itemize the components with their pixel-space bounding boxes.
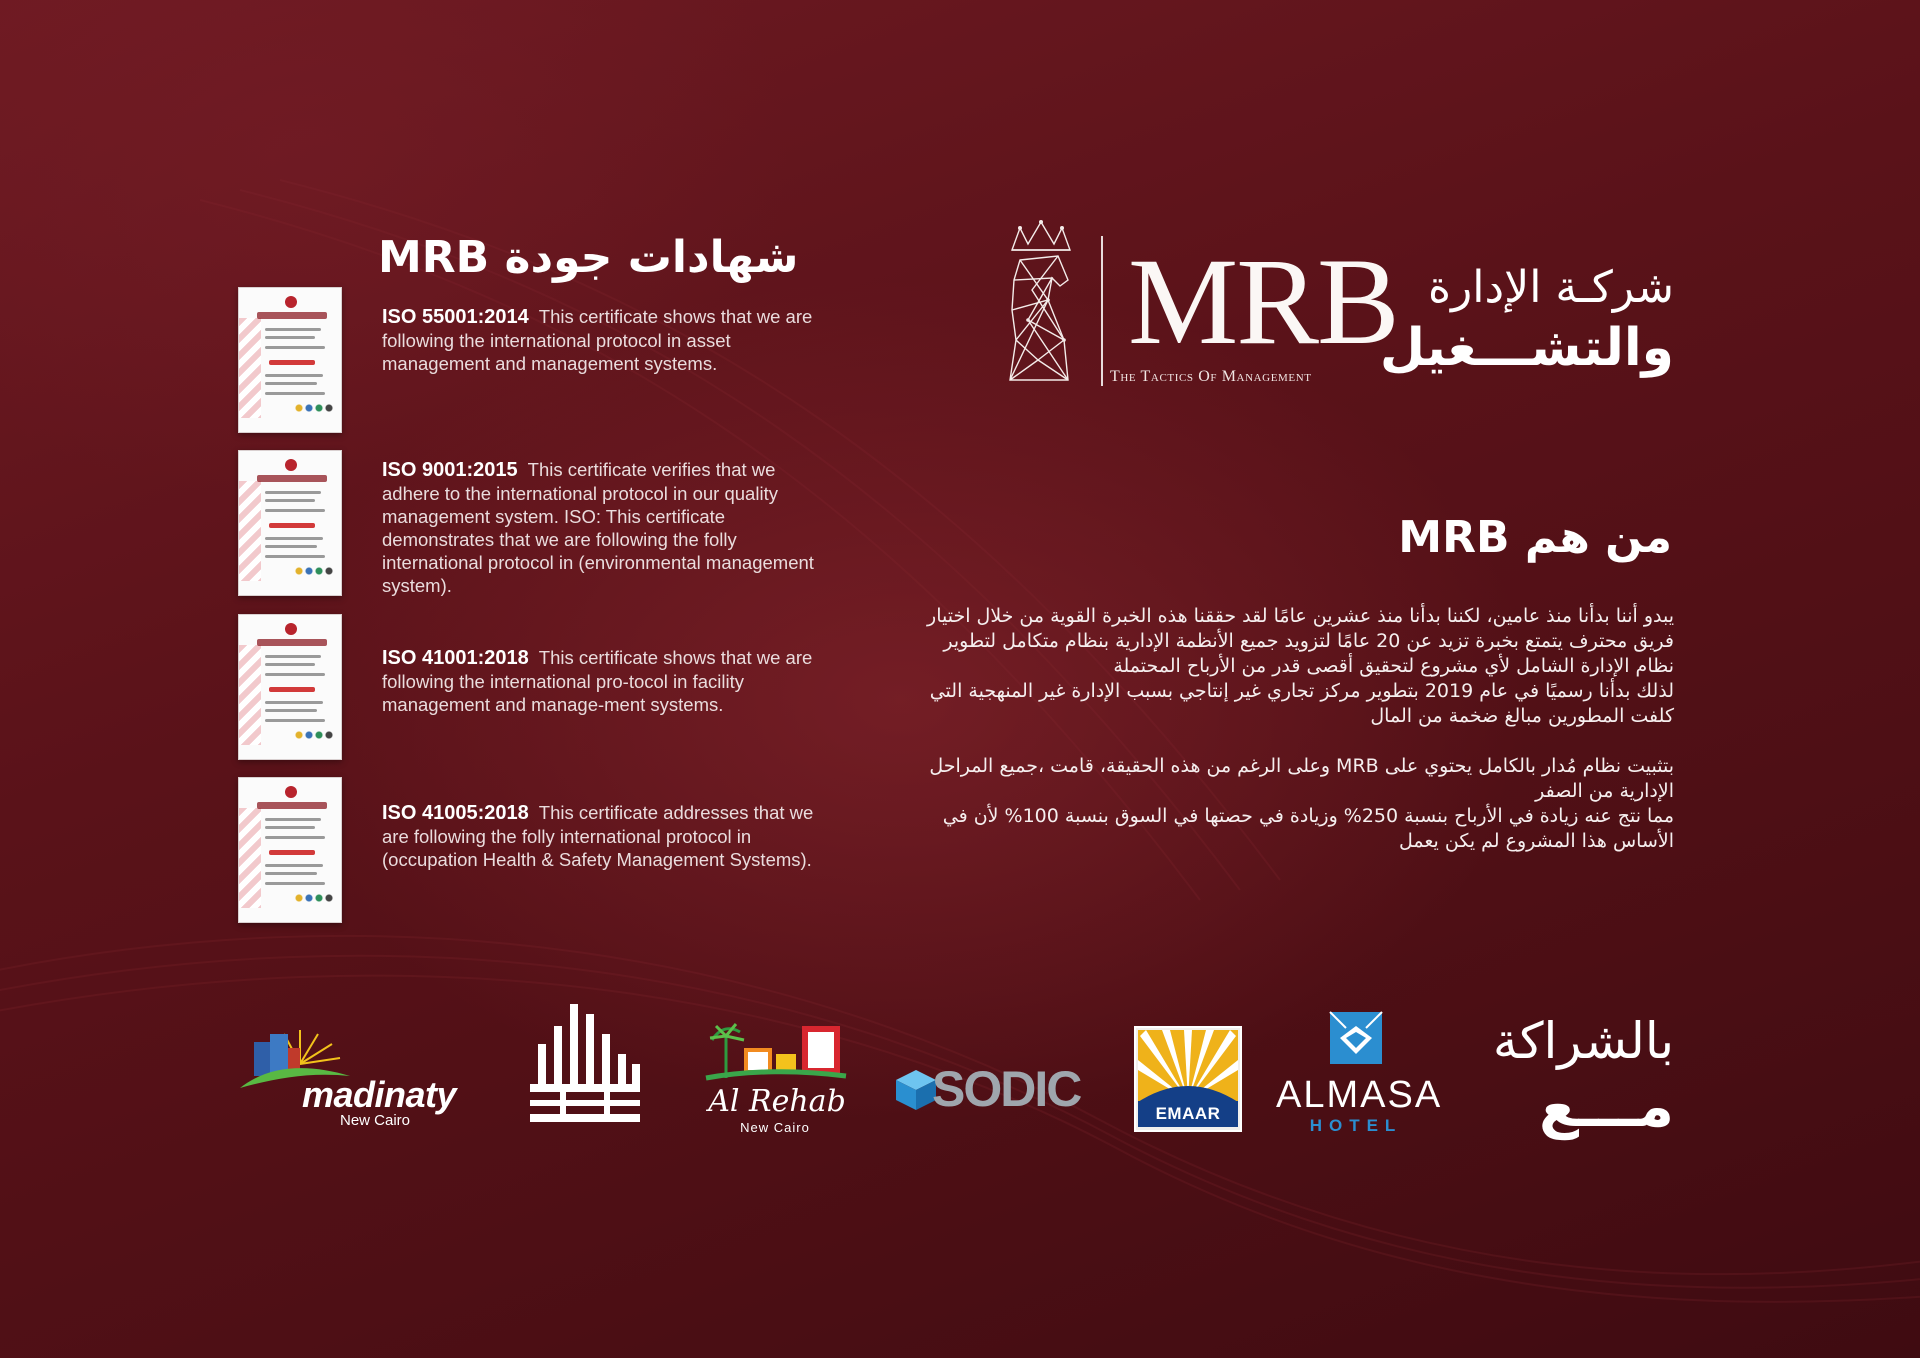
logo-tagline: The Tactics Of Management [1110, 368, 1312, 385]
certificate-text: This certificate verifies that we adhere to the international protocol in our quality management system. ISO: This certificate demonstrates that we are following the folly international protocol in (environmental management system). [382, 459, 814, 596]
al-rehab-logo [700, 1018, 850, 1138]
al-rehab-subtitle: New Cairo [740, 1120, 810, 1135]
certificate-thumbnail[interactable] [238, 777, 342, 923]
emaar-logo [1134, 1026, 1242, 1132]
certificate-text: This certificate shows that we are following the international protocol in asset management and management systems. [382, 306, 813, 374]
certificate-item [238, 777, 838, 927]
partners-label-line2: مـــع [1538, 1072, 1674, 1140]
talaat-moustafa-mark-icon [520, 1004, 650, 1134]
certificate-code: ISO 41005:2018 [382, 802, 529, 824]
emaar-sunburst-icon [1138, 1030, 1238, 1102]
almasa-wordmark: ALMASA [1276, 1074, 1443, 1116]
about-paragraph: يبدو أننا بدأنا منذ عامين، لكننا بدأنا منذ عشرين عامًا لقد حققنا هذه الخبرة القوية من خلال اختيار فريق محترف يتمتع بخبرة تزيد عن 20 عامًا لتزويد جميع الأنظمة الإدارية بنظام متكامل لتطوير نظام الإدارة الشامل لأي مشروع لتحقيق أقصى قدر من الأرباح المحتملة [927, 605, 1674, 677]
certificate-thumbnail[interactable] [238, 450, 342, 596]
partners-label-line1: بالشراكة [1492, 1012, 1674, 1070]
certificate-code: ISO 55001:2014 [382, 306, 529, 328]
company-name-line1: شركـة الإدارة [1428, 262, 1674, 313]
sodic-logo [892, 1060, 1092, 1116]
certificate-code: ISO 41001:2018 [382, 647, 529, 669]
almasa-hotel-logo [1276, 1010, 1443, 1140]
certificate-item [238, 450, 838, 600]
certificate-description [382, 646, 822, 716]
certificate-item [238, 614, 838, 764]
logo-divider [1101, 236, 1103, 386]
almasa-diamond-icon [1328, 1010, 1384, 1066]
madinaty-logo [240, 1024, 470, 1134]
talaat-moustafa-logo [520, 1004, 650, 1134]
about-paragraph: بتثبيت نظام مُدار بالكامل يحتوي على MRB وعلى الرغم من هذه الحقيقة، قامت ،جميع المراحل الإدارية من الصفر [929, 755, 1674, 802]
certificate-description [382, 458, 822, 597]
madinaty-wordmark: madinaty [302, 1074, 457, 1115]
certificate-thumbnail[interactable] [238, 614, 342, 760]
certificate-item [238, 287, 838, 437]
about-paragraph: مما نتج عنه زيادة في الأرباح بنسبة 250% وزيادة في حصتها في السوق بنسبة 100% لأن في الأساس هذا المشروع لم يكن يعمل [942, 805, 1674, 852]
madinaty-subtitle: New Cairo [340, 1112, 411, 1129]
about-body [914, 604, 1674, 879]
about-paragraph: لذلك بدأنا رسميًا في عام 2019 بتطوير مركز تجاري غير إنتاجي بسبب الإدارة غير المنهجية التي كلفت المطورين مبالغ ضخمة من المال [929, 680, 1674, 727]
certificate-text: This certificate shows that we are following the international pro-tocol in facility management and manage-ment systems. [382, 647, 813, 715]
certificates-title: شهادات جودة MRB [378, 232, 799, 283]
knight-crown-logo-icon [998, 220, 1084, 390]
sodic-wordmark: SODIC [932, 1061, 1081, 1117]
certificate-description [382, 801, 822, 871]
logo-wordmark: MRB [1128, 233, 1398, 370]
al-rehab-wordmark: Al Rehab [708, 1084, 846, 1119]
emaar-wordmark: EMAAR [1138, 1101, 1238, 1127]
certificate-thumbnail[interactable] [238, 287, 342, 433]
certificate-text: This certificate addresses that we are following the folly international protocol in (occupation Health & Safety Management Systems). [382, 802, 814, 870]
certificate-code: ISO 9001:2015 [382, 459, 518, 481]
certificate-description [382, 305, 822, 375]
company-name-line2: والتشـــغيل [1379, 318, 1674, 378]
about-title: من هم MRB [1398, 512, 1672, 563]
almasa-subtitle: HOTEL [1309, 1116, 1403, 1135]
